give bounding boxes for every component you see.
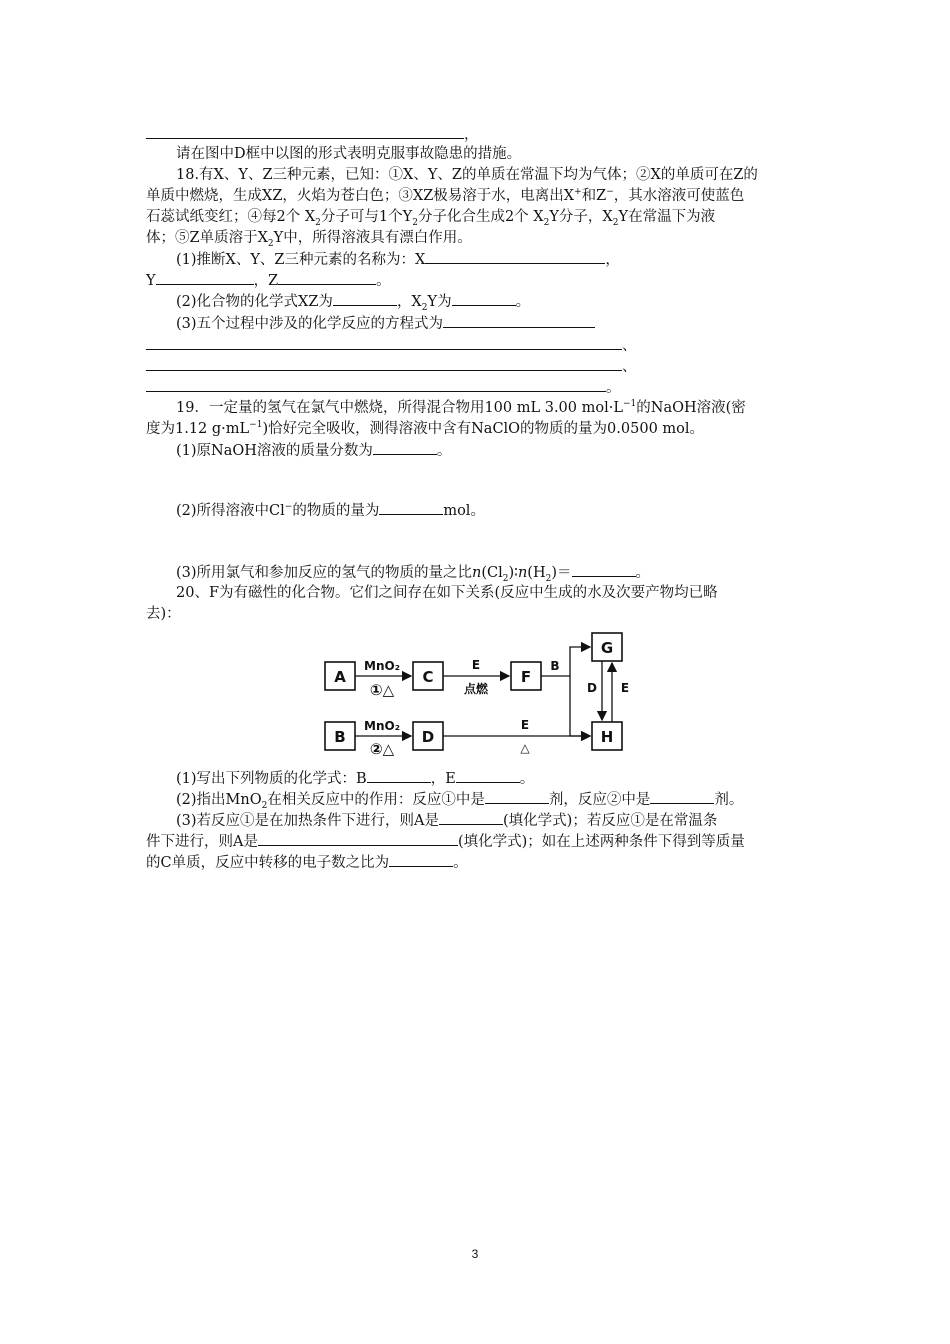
condition-1: ①△: [369, 681, 395, 699]
ratio-blank[interactable]: [572, 562, 636, 577]
q18-part-1-cont: Y ，Z 。: [146, 270, 391, 291]
q19-part-2: (2)所得溶液中Cl−的物质的量为 mol。: [176, 500, 485, 521]
z-blank[interactable]: [278, 270, 376, 285]
q19-part-1: (1)原NaOH溶液的质量分数为 。: [176, 440, 451, 461]
label-g: G: [600, 639, 614, 657]
q18-part-1: (1)推断X、Y、Z三种元素的名称为：X ，: [176, 249, 620, 270]
answer-blank[interactable]: [146, 124, 464, 139]
equation-blank-2[interactable]: [146, 335, 622, 350]
q19-line-2: 度为1.12 $g\cdot mL^{-1}$)恰好完全吸收，测得溶液中含有NaClO的物质的量为0.0500 mol。: [146, 420, 705, 437]
mno2-label-bottom: MnO₂: [364, 719, 400, 733]
arrow-f-g: [541, 647, 590, 676]
xz-blank[interactable]: [333, 291, 397, 306]
q20-part-2: (2)指出MnO$_2$在相关反应中的作用：反应①中是 剂，反应②中是 剂。: [176, 789, 743, 810]
q19-part-3: (3)所用氯气和参加反应的氢气的物质的量之比$n(Cl_2)∶n(H_2)=$ 。: [176, 562, 650, 583]
electron-ratio-blank[interactable]: [389, 852, 453, 867]
x2y-blank[interactable]: [452, 291, 516, 306]
q20-part-3-end: 的C单质，反应中转移的电子数之比为 。: [146, 852, 468, 873]
e-label-top: E: [471, 658, 481, 672]
role-1-blank[interactable]: [485, 789, 549, 804]
condition-2: ②△: [369, 740, 395, 758]
label-f: F: [520, 668, 532, 686]
b-formula-blank[interactable]: [367, 768, 431, 783]
text: ，: [464, 127, 479, 143]
a-heated-blank[interactable]: [439, 810, 503, 825]
x-blank[interactable]: [425, 249, 605, 264]
q18-line-1: 18.有X、Y、Z三种元素，已知：①X、Y、Z的单质在常温下均为气体；②X的单质可在Z的: [176, 167, 758, 183]
label-c: C: [422, 668, 434, 686]
q18-eq-line-2: 、: [146, 335, 637, 356]
mass-fraction-blank[interactable]: [373, 440, 437, 455]
q18-part-3: (3)五个过程中涉及的化学反应的方程式为: [176, 313, 595, 334]
reaction-diagram: [320, 628, 640, 758]
q18-part-2: (2)化合物的化学式XZ为 ，$X_2Y$为 。: [176, 291, 530, 312]
e-arrow-label: E: [620, 681, 630, 695]
q20-line-2: 去)：: [146, 606, 181, 622]
y-blank[interactable]: [156, 270, 254, 285]
ignite-label: 点燃: [463, 682, 489, 696]
e-formula-blank[interactable]: [456, 768, 520, 783]
heat-label: △: [520, 741, 530, 755]
answer-line: [146, 124, 479, 145]
equation-blank-4[interactable]: [146, 377, 606, 392]
q18-line-2: 单质中燃烧，生成XZ，火焰为苍白色；③XZ极易溶于水，电离出X+和Z−，其水溶液可使蓝色: [146, 187, 745, 204]
role-2-blank[interactable]: [650, 789, 714, 804]
page-number: 3: [471, 1247, 479, 1261]
label-h: H: [600, 728, 614, 746]
q20-part-1: (1)写出下列物质的化学式：B ，E 。: [176, 768, 534, 789]
q18-eq-line-3: 、: [146, 356, 637, 377]
b-arrow-label: B: [550, 659, 560, 673]
equation-blank-1[interactable]: [443, 313, 595, 328]
d-arrow-label: D: [587, 681, 597, 695]
q20-part-3: (3)若反应①是在加热条件下进行，则A是 (填化学式)；若反应①是在常温条: [176, 810, 717, 831]
q20-part-3-cont: 件下进行，则A是 (填化学式)；如在上述两种条件下得到等质量: [146, 831, 745, 852]
q19-line-1: 19．一定量的氢气在氯气中燃烧，所得混合物用100 mL 3.00 $mol\cdot L^{-1}$的NaOH溶液(密: [176, 399, 746, 416]
a-room-temp-blank[interactable]: [258, 831, 458, 846]
equation-blank-3[interactable]: [146, 356, 622, 371]
e-label-bottom: E: [520, 718, 530, 732]
label-d: D: [421, 728, 435, 746]
q18-eq-line-4: 。: [146, 377, 621, 398]
q20-line-1: 20、F为有磁性的化合物。它们之间存在如下关系(反应中生成的水及次要产物均已略: [176, 585, 718, 601]
label-b: B: [334, 728, 346, 746]
mno2-label-top: MnO₂: [364, 659, 400, 673]
q18-line-4: 体；⑤Z单质溶于$X_2Y$中，所得溶液具有漂白作用。: [146, 230, 472, 249]
label-a: A: [334, 668, 346, 686]
cl-amount-blank[interactable]: [379, 500, 443, 515]
q18-line-3: 石蕊试纸变红；④每2个 $X_2$分子可与1个$Y_2$分子化合生成2个 $X_2Y$分子，$X_2Y$在常温下为液: [146, 209, 716, 228]
q17-instruction: 请在图中D框中以图的形式表明克服事故隐患的措施。: [176, 146, 522, 162]
